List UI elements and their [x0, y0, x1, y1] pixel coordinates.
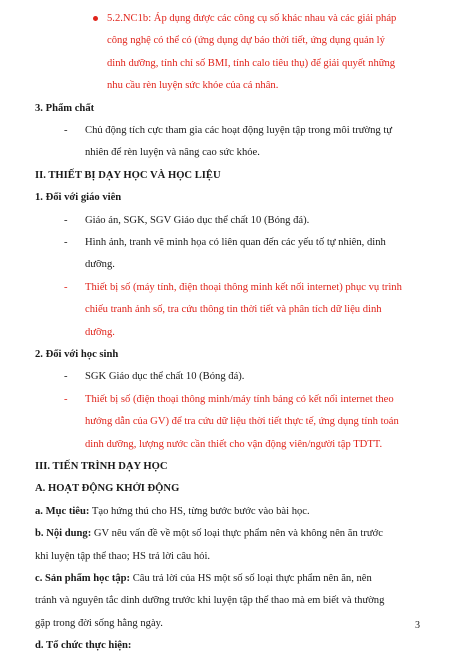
dash-marker: -: [64, 237, 68, 248]
content-label: b. Nội dung:: [35, 528, 92, 540]
product-text-3: gặp trong đời sống hằng ngày.: [35, 617, 163, 629]
content-text-1: GV nêu vấn đề về một số loại thực phẩm nên và không nên ăn trước: [91, 528, 383, 540]
goal-label: a. Mục tiêu:: [35, 505, 90, 517]
section-III-heading: III. TIẾN TRÌNH DẠY HỌC: [35, 461, 168, 472]
dash-marker: -: [64, 125, 68, 136]
activity-heading: A. HOẠT ĐỘNG KHỞI ĐỘNG: [35, 483, 180, 495]
bullet-line-1: 5.2.NC1b: Áp dụng được các công cụ số khác nhau và các giải pháp: [107, 13, 397, 24]
goal-text: Tạo hứng thú cho HS, từng bước bước vào bài học.: [89, 505, 310, 517]
teacher-item-2-line-2: dưỡng.: [85, 259, 115, 271]
bullet-line-3: dinh dưỡng, tính chỉ số BMI, tính calo tiêu thụ) để giải quyết những: [107, 57, 396, 69]
teacher-heading: 1. Đối với giáo viên: [35, 192, 122, 204]
bullet-line-2: công nghệ có thể có (ứng dụng dự báo thời tiết, ứng dụng quản lý: [107, 35, 385, 47]
teacher-item-3-line-2: chiếu tranh ảnh số, tra cứu thông tin thời tiết và phân tích dữ liệu dinh: [85, 304, 382, 316]
teacher-item-2-line-1: Hình ảnh, tranh vẽ minh họa có liên quan đến các yếu tố tự nhiên, dinh: [85, 237, 386, 248]
page-number: 3: [415, 620, 420, 631]
product-text-1: Câu trả lời của HS một số số loại thực phẩm nên ăn, nên: [130, 573, 372, 584]
product-text-2: tránh và nguyên tắc dinh dưỡng trước khi luyện tập thể thao mà em biết và thường: [35, 595, 385, 607]
student-item-1: SGK Giáo dục thể chất 10 (Bóng đá).: [85, 371, 245, 383]
teacher-item-3-line-1: Thiết bị số (máy tính, điện thoại thông minh kết nối internet) phục vụ trình: [85, 281, 402, 293]
section-3-line-1: Chủ động tích cực tham gia các hoạt động luyện tập trong môi trường tự: [85, 125, 393, 136]
section-II-heading: II. THIẾT BỊ DẠY HỌC VÀ HỌC LIỆU: [35, 169, 221, 181]
bullet-icon: [93, 16, 98, 21]
dash-marker: -: [64, 393, 68, 405]
product-label: c. Sản phẩm học tập:: [35, 573, 131, 584]
content-line-1: [35, 527, 383, 540]
student-item-2-line-2: hướng dẫn của GV) để tra cứu dữ liệu thời tiết thực tế, ứng dụng tính toán: [85, 416, 399, 428]
section-3-line-2: nhiên để rèn luyện và nâng cao sức khỏe.: [85, 147, 260, 159]
section-3-heading: 3. Phẩm chất: [35, 102, 95, 114]
dash-marker: -: [64, 214, 68, 226]
teacher-item-1: Giáo án, SGK, SGV Giáo dục thể chất 10 (Bóng đá).: [85, 214, 310, 226]
goal-line: [35, 505, 310, 518]
student-heading: 2. Đối với học sinh: [35, 349, 119, 360]
bullet-line-4: nhu cầu rèn luyện sức khỏe của cá nhân.: [107, 80, 279, 92]
teacher-item-3-line-3: dưỡng.: [85, 326, 115, 338]
content-text-2: khi luyện tập thể thao; HS trả lời câu hỏi.: [35, 550, 211, 562]
procedure-heading: d. Tổ chức thực hiện:: [35, 640, 132, 652]
dash-marker: -: [64, 281, 68, 293]
product-line-1: [35, 572, 372, 585]
student-item-2-line-1: Thiết bị số (điện thoại thông minh/máy tính bảng có kết nối internet theo: [85, 393, 394, 405]
student-item-2-line-3: dinh dưỡng, lượng nước cần thiết cho vận động viên/người tập TDTT.: [85, 438, 383, 450]
dash-marker: -: [64, 371, 68, 383]
